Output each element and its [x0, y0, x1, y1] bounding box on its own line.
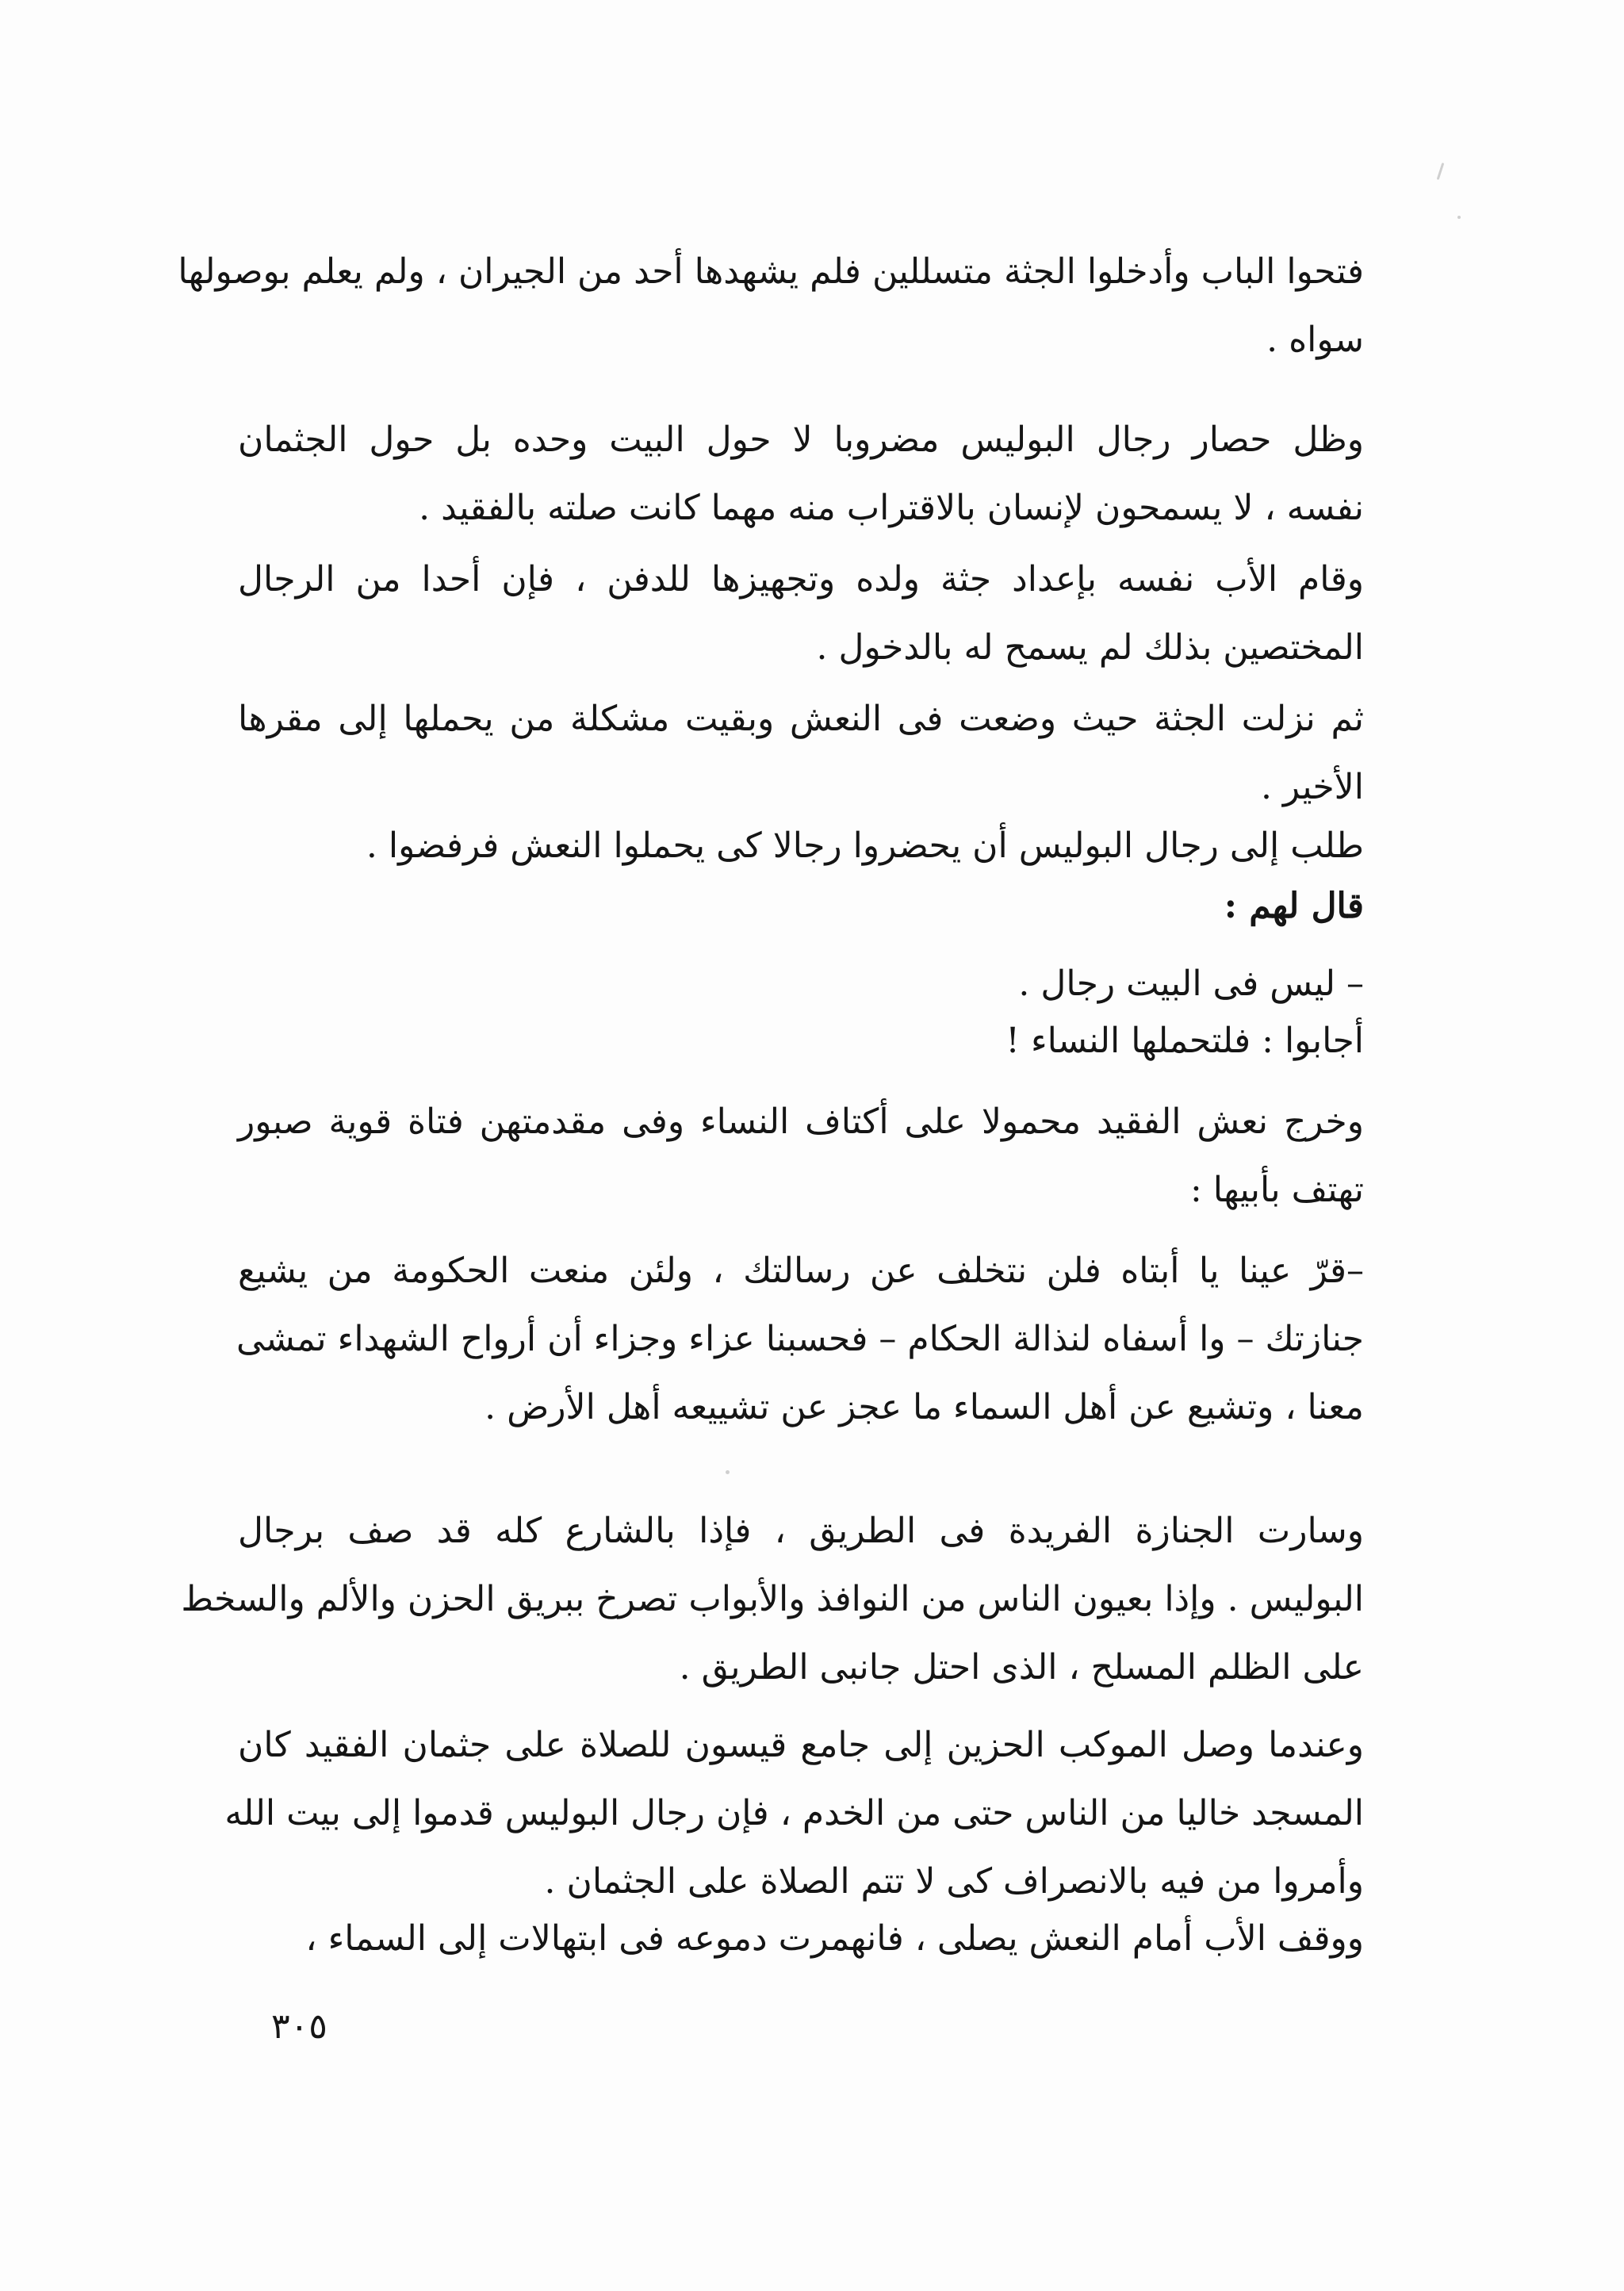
text-line: ثم نزلت الجثة حيث وضعت فى النعش وبقيت مشكلة من يحملها إلى مقرها	[238, 699, 1364, 739]
text-line: على الظلم المسلح ، الذى احتل جانبى الطريق .	[679, 1647, 1364, 1688]
text-line: وظل حصار رجال البوليس مضروبا لا حول البيت وحده بل حول الجثمان	[238, 420, 1364, 460]
scan-speck	[1457, 216, 1461, 219]
text-line: أجابوا : فلتحملها النساء !	[1005, 1021, 1364, 1061]
text-line: تهتف بأبيها :	[1189, 1170, 1364, 1210]
text-line: وخرج نعش الفقيد محمولا على أكتاف النساء وفى مقدمتهن فتاة قوية صبور	[238, 1101, 1364, 1142]
paragraph	[238, 1237, 1364, 1442]
paragraph	[238, 872, 1364, 941]
text-line: المختصين بذلك لم يسمح له بالدخول .	[816, 627, 1364, 668]
paragraph	[224, 1711, 1364, 1916]
page-number: ٣٠٥	[271, 2006, 327, 2047]
text-line: –قرّ عينا يا أبتاه فلن نتخلف عن رسالتك ، ولئن منعت الحكومة من يشيع	[238, 1251, 1364, 1291]
paragraph	[181, 1497, 1364, 1702]
paragraph	[238, 1905, 1364, 1973]
text-line: ووقف الأب أمام النعش يصلى ، فانهمرت دموعه فى ابتهالات إلى السماء ،	[305, 1918, 1364, 1959]
paragraph	[178, 238, 1364, 374]
text-line: وأمروا من فيه بالانصراف كى لا تتم الصلاة على الجثمان .	[544, 1861, 1364, 1902]
text-line: معنا ، وتشيع عن أهل السماء ما عجز عن تشييعه أهل الأرض .	[485, 1387, 1364, 1427]
text-line: الأخير .	[1260, 767, 1364, 807]
text-line: المسجد خاليا من الناس حتى من الخدم ، فإن رجال البوليس قدموا إلى بيت الله	[224, 1793, 1364, 1833]
scan-speck	[1437, 163, 1445, 180]
text-line: قال لهم :	[1224, 886, 1364, 926]
paragraph	[238, 546, 1364, 682]
text-line: فتحوا الباب وأدخلوا الجثة متسللين فلم يشهدها أحد من الجيران ، ولم يعلم بوصولها	[178, 251, 1364, 292]
paragraph	[238, 685, 1364, 822]
text-line: سواه .	[1266, 320, 1364, 360]
text-line: وقام الأب نفسه بإعداد جثة ولده وتجهيزها للدفن ، فإن أحدا من الرجال	[238, 559, 1364, 600]
text-line: جنازتك – وا أسفاه لنذالة الحكام – فحسبنا عزاء وجزاء أن أرواح الشهداء تمشى	[236, 1319, 1364, 1359]
scan-speck	[726, 1470, 730, 1474]
paragraph	[238, 1088, 1364, 1224]
paragraph	[238, 812, 1364, 880]
text-line: – ليس فى البيت رجال .	[1018, 964, 1364, 1004]
text-line: وعندما وصل الموكب الحزين إلى جامع قيسون للصلاة على جثمان الفقيد كان	[238, 1725, 1364, 1765]
text-line: البوليس . وإذا بعيون الناس من النوافذ والأبواب تصرخ ببريق الحزن والألم والسخط	[181, 1579, 1364, 1619]
paragraph	[238, 1007, 1364, 1075]
text-line: وسارت الجنازة الفريدة فى الطريق ، فإذا بالشارع كله قد صف برجال	[238, 1511, 1364, 1551]
text-line: نفسه ، لا يسمحون لإنسان بالاقتراب منه مهما كانت صلته بالفقيد .	[419, 488, 1364, 528]
text-line: طلب إلى رجال البوليس أن يحضروا رجالا كى يحملوا النعش فرفضوا .	[366, 826, 1364, 866]
paragraph	[238, 406, 1364, 542]
